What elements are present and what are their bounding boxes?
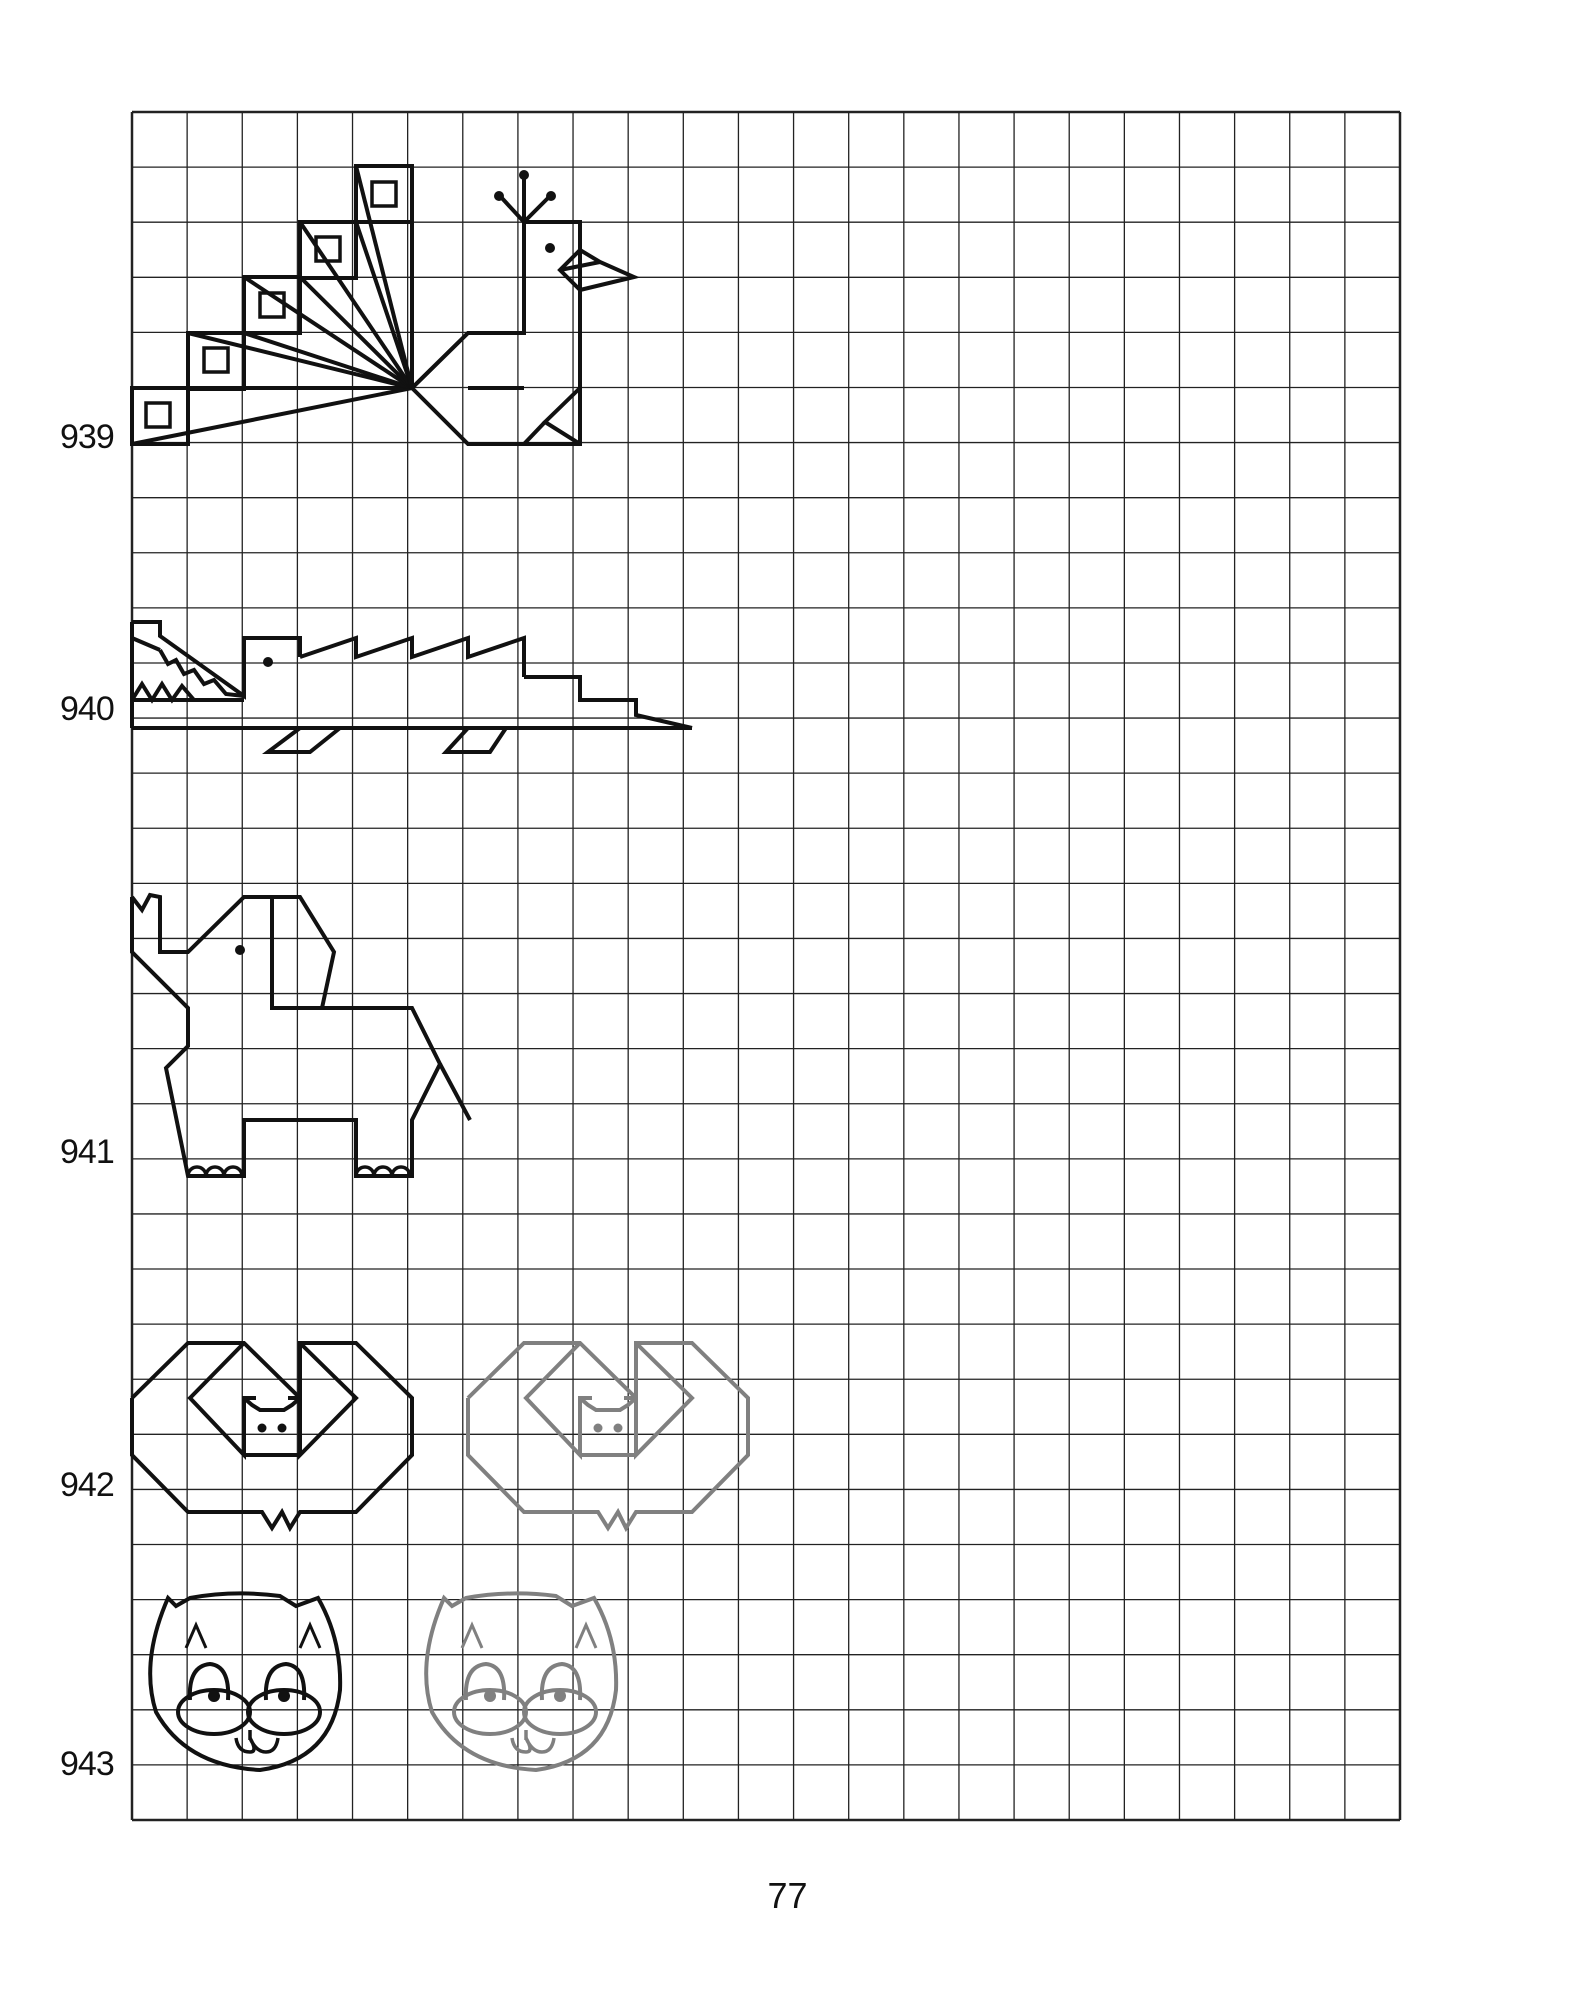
bat-trace-drawing <box>468 1343 748 1528</box>
bat-drawing <box>132 1343 412 1528</box>
elephant-drawing <box>132 895 470 1176</box>
exercise-number-942: 942 <box>60 1466 114 1504</box>
bat-eyes <box>258 1424 287 1433</box>
elephant-eye <box>235 945 245 955</box>
exercise-number-943: 943 <box>60 1745 114 1783</box>
cat-face-drawing <box>150 1593 340 1770</box>
page-number: 77 <box>767 1875 808 1916</box>
cat-trace-face-drawing <box>426 1593 616 1770</box>
exercise-number-940: 940 <box>60 690 114 728</box>
crocodile-drawing <box>132 622 692 752</box>
bat-trace-eyes <box>594 1424 623 1433</box>
cat-pupil-right <box>278 1690 290 1702</box>
peacock-drawing <box>132 166 634 444</box>
cat-pupil-right <box>554 1690 566 1702</box>
cat-pupil-left <box>484 1690 496 1702</box>
square-grid <box>132 112 1400 1820</box>
cat-pupil-left <box>208 1690 220 1702</box>
exercise-number-941: 941 <box>60 1133 114 1171</box>
crocodile-eye <box>263 657 273 667</box>
exercise-number-939: 939 <box>60 418 114 456</box>
